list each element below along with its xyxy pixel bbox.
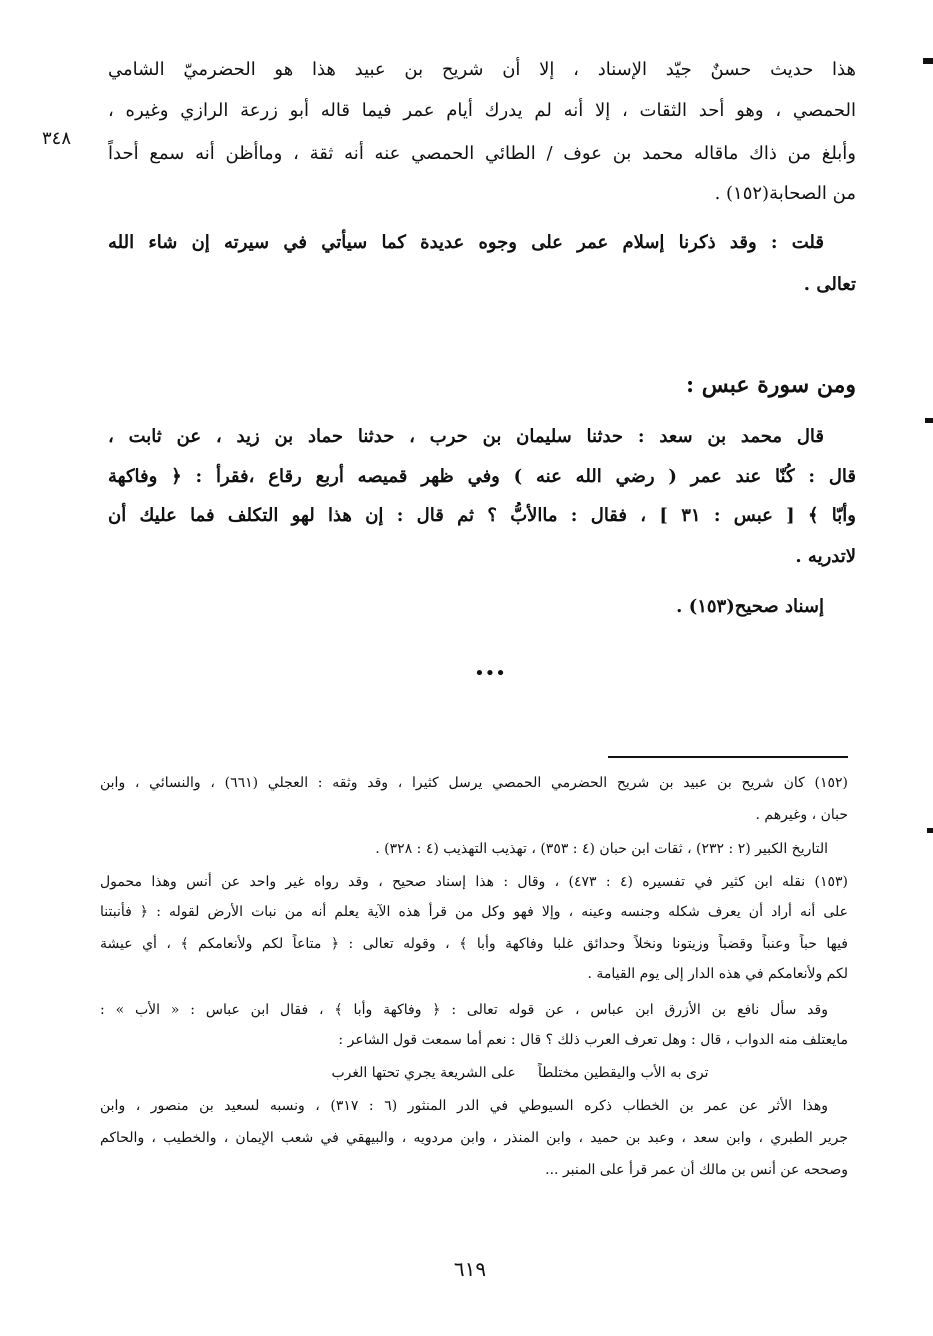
footnote-line: وصححه عن أنس بن مالك أن عمر قرأ على المنبر ...: [545, 1162, 848, 1178]
isnad-line: إسناد صحيح(١٥٣) .: [676, 596, 824, 617]
footnote-line: مايعتلف منه الدواب ، قال : وهل تعرف العرب ذلك ؟ قال : نعم أما سمعت قول الشاعر :: [338, 1032, 848, 1048]
footnote-line: (١٥٢) كان شريح بن عبيد بن شريح الحضرمي الحمصي يرسل كثيرا ، وقد وثقه : العجلي (٦٦١) ، والنسائي ، وابن: [100, 775, 848, 791]
scan-edge-mark-bottom: [927, 828, 933, 833]
section-separator: •••: [474, 663, 506, 684]
footnote-line: وهذا الأثر عن عمر بن الخطاب ذكره السيوطي في الدر المنثور (٦ : ٣١٧) ، ونسبه لسعيد بن منصور ، وابن: [100, 1098, 828, 1114]
page-number: ٦١٩: [453, 1257, 487, 1281]
body-line: من الصحابة(١٥٢) .: [714, 183, 856, 204]
scan-edge-mark-middle: [925, 418, 933, 423]
scan-edge-mark-top: [923, 58, 933, 64]
footnote-rule: [608, 756, 848, 758]
body-line: وأبلغ من ذاك ماقاله محمد بن عوف / الطائي الحمصي عنه أنه ثقة ، وماأظن أنه سمع أحداً: [108, 143, 856, 164]
footnote-line: لكم ولأنعامكم في هذه الدار إلى يوم القيامة .: [587, 966, 848, 982]
footnote-line: فيها حباً وعنباً وقضباً وزيتونا ونخلاً وحدائق غلبا وفاكهة وأبا ﴾ ، وقوله تعالى : ﴿ متاعاً لكم ولأنعامكم ﴾ ، أي عيشة: [100, 936, 848, 952]
body-line: قلت : وقد ذكرنا إسلام عمر على وجوه عديدة كما سيأتي في سيرته إن شاء الله: [108, 232, 824, 253]
body-line: الحمصي ، وهو أحد الثقات ، إلا أنه لم يدرك أيام عمر فيما قاله أبو زرعة الرازي وغيره ،: [108, 100, 856, 121]
footnote-line: (١٥٣) نقله ابن كثير في تفسيره (٤ : ٤٧٣) ، وقال : هذا إسناد صحيح ، وقد رواه غير واحد عن أنس وهذا محمول: [100, 874, 848, 890]
footnote-line: جرير الطبري ، وابن سعد ، وعبد بن حميد ، وابن المنذر ، وابن مردويه ، والبيهقي في شعب الإيمان ، والخطيب ، والحاكم: [100, 1130, 848, 1146]
body-line: قال محمد بن سعد : حدثنا سليمان بن حرب ، حدثنا حماد بن زيد ، عن ثابت ،: [108, 426, 824, 447]
footnote-line: حبان ، وغيرهم .: [755, 807, 848, 823]
footnote-line: وقد سأل نافع بن الأزرق ابن عباس ، عن قوله تعالى : ﴿ وفاكهة وأبا ﴾ ، فقال ابن عباس : « الأب » :: [100, 1002, 828, 1018]
body-line: وأبّا ﴾ [ عبس : ٣١ ] ، فقال : ماالأبُّ ؟ ثم قال : إن هذا لهو التكلف فما عليك أن: [108, 505, 856, 526]
body-line: لاتدريه .: [795, 546, 856, 567]
body-line: قال : كُنّا عند عمر ( رضي الله عنه ) وفي ظهر قميصه أربع رقاع ،فقرأ : ﴿ وفاكهة: [108, 466, 856, 487]
footnote-line: على أنه أراد أن يعرف شكله وجنسه وعينه ، وإلا فهو وكل من قرأ هذه الآية يعلم أنه من نبات الأرض لقوله : ﴿ فأنبتنا: [100, 904, 848, 920]
body-line: تعالى .: [803, 274, 856, 295]
margin-page-reference: ٣٤٨: [42, 128, 72, 149]
body-line: هذا حديث حسنٌ جيّد الإسناد ، إلا أن شريح بن عبيد هذا هو الحضرميّ الشامي: [108, 59, 856, 80]
section-heading: ومن سورة عبس :: [685, 372, 856, 398]
poetry-verse: ترى به الأب واليقطين مختلطاً على الشريعة يجري تحتها الغرب: [331, 1065, 709, 1081]
footnote-line: التاريخ الكبير (٢ : ٢٣٢) ، ثقات ابن حبان (٤ : ٣٥٣) ، تهذيب التهذيب (٤ : ٣٢٨) .: [375, 841, 828, 857]
